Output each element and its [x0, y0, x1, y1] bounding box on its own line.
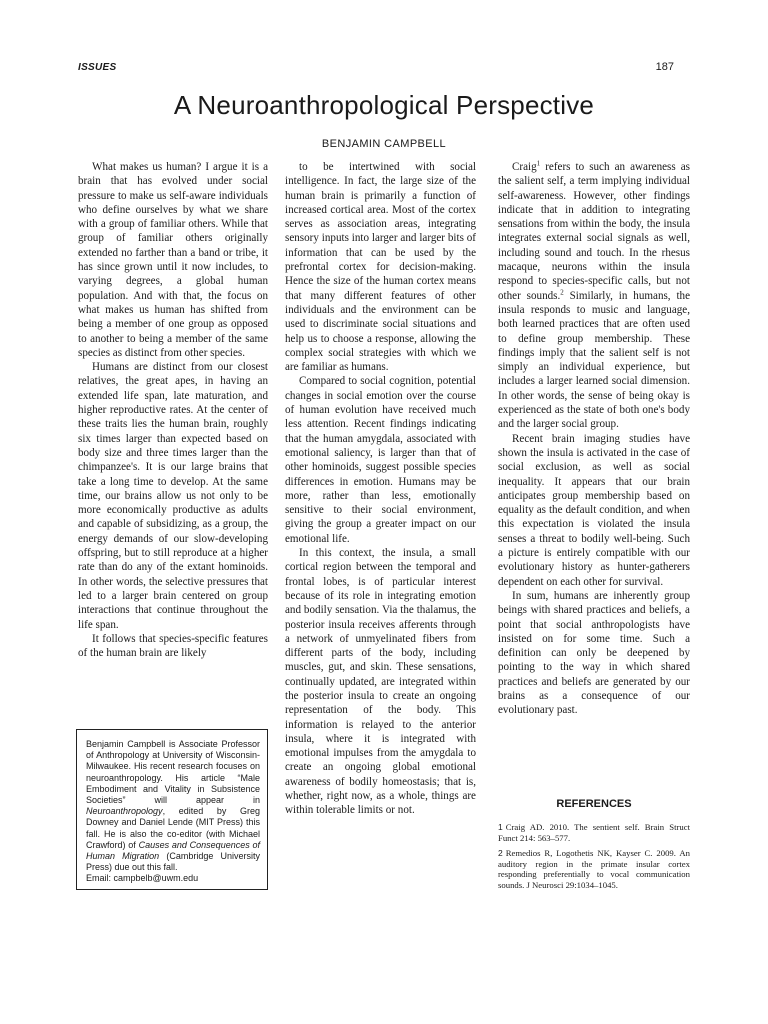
bio-text: (Cambridge University Press) due out this fall. — [86, 851, 261, 873]
bio-text: Benjamin Campbell is Associate Professor of Anthropology at University of Wisconsin-Milwaukee. His recent research focuses on neuroanthropology. His article “Male Embodiment and Vitality in Subsistence Societies” will appear in — [86, 739, 260, 806]
reference-item — [498, 848, 690, 890]
text-column-2 — [285, 160, 476, 818]
references-list — [498, 822, 690, 896]
paragraph: In this context, the insula, a small cortical region between the temporal and frontal lobes, is of particular interest because of its role in integrating emotion and bodily sensation. Via the thalamus, the posterior insula receives afferents through a network of unmyelinated fibers from different parts of the body, including muscles, gut, and skin. These sensations, continually updated, are integrated within the posterior insula to create an ongoing representation of the body. This information is relayed to the anterior insula, where it is integrated with emotional impulses from the amygdala to create an ongoing global emotional awareness of bodily homeostasis; that is, whether, right now, as a whole, things are within tolerable limits or not. — [285, 547, 476, 817]
reference-item — [498, 822, 690, 843]
references-heading: REFERENCES — [556, 798, 632, 810]
author-bio-box — [76, 729, 268, 890]
bio-text: , edited by Greg Downey and Daniel Lende (MIT Press) this fall. He is also the co-editor (with Michael Crawford) of — [86, 806, 260, 850]
paragraph: Humans are distinct from our closest relatives, the great apes, in having an extended life span, late maturation, and higher reproductive rates. At the center of these traits lies the human brain, roughly six times larger than expected based on body size and three times larger than the chimpanzee's. It is our large brains that take a long time to develop. At the same time, our brains allow us not only to be more economically productive as adults and capable of subsidizing, as a group, the energy demands of our slow-developing offspring, but to still reproduce at a higher rate than do any of the extant hominoids. In other words, the selective pressures that led to a larger brain centered on group interactions that continue throughout the life span. — [78, 361, 268, 631]
author-email: Email: campbelb@uwm.edu — [86, 873, 199, 884]
text-column-3 — [498, 160, 690, 718]
paragraph: to be intertwined with social intelligence. In fact, the large size of the human brain is primarily a function of increased cortical area. Most of the cortex serves as association areas, integrating sensory inputs into larger and larger bits of information that can be used by the prefrontal cortex for decision-making. Hence the size of the human cortex means that many different features of other individuals and the environment can be used to discriminate social situations and help us to choose a response, allowing the complex social strategies with which we are familiar as humans. — [285, 161, 476, 374]
text-run: Craig — [512, 161, 537, 173]
reference-text: Remedios R, Logothetis NK, Kayser C. 2009. An auditory region in the primate insular cortex responding preferentially to vocal communication sounds. J Neurosci 29:1034–1045. — [498, 848, 690, 890]
paragraph: What makes us human? I argue it is a brain that has evolved under social pressure to make us self-aware individuals who define ourselves by what we share with a group of familiar others. While that group of familiar others originally extended no farther than a band or tribe, it has since grown until it now includes, to varying degrees, a global human population. And with that, the focus on what makes us human has shifted from being a member of one group as opposed to another to being a member of the same species as distinct from other species. — [78, 161, 268, 359]
article-author: BENJAMIN CAMPBELL — [321, 138, 447, 150]
section-label: ISSUES — [78, 62, 117, 73]
reference-number: 2 — [498, 848, 503, 859]
text-run: refers to such an awareness as the salient self, a term implying individual self-awareness. However, other findings indicate that in addition to integrating sensations from within the body, the insula integrates external social signals as well, including sound and touch. In the rhesus macaque, neurons within the insula respond to species-specific calls, but not other sounds. — [498, 161, 690, 302]
text-run: Similarly, in humans, the insula responds to music and language, both learned practices that are often used to define group membership. These findings imply that the salient self is not simply an individual experience, but includes a larger learned social dimension. In other words, the sense of being okay is experienced as the state of both one's body and the larger social group. — [498, 289, 690, 431]
text-column-1 — [78, 160, 268, 660]
book-title: Causes and Consequences of Human Migration — [86, 839, 260, 862]
paragraph: In sum, humans are inherently group beings with shared practices and beliefs, a point that social anthropologists have insisted on for some time. Such a definition can only be deepened by pointing to the way in which shared practices and beliefs are generated by our brains as a consequence of our evolutionary past. — [498, 589, 690, 717]
citation-marker: 1 — [536, 159, 541, 168]
page-number: 187 — [655, 61, 674, 73]
paragraph: Compared to social cognition, potential changes in social emotion over the course of human evolution have received much less attention. Recent findings indicating that the human amygdala, associated with emotional saliency, is larger than that of other hominoids, suggest possible species differences in emotion. Humans may be more, rather than less, emotionally sensitive to their social environment, giving the group a greater impact on our emotional life. — [285, 375, 476, 545]
reference-text: Craig AD. 2010. The sentient self. Brain Struct Funct 214: 563–577. — [498, 822, 690, 843]
paragraph — [498, 160, 690, 432]
paragraph: It follows that species-specific features of the human brain are likely — [78, 632, 268, 660]
citation-marker: 2 — [560, 287, 564, 296]
book-title: Neuroanthropology — [86, 806, 163, 817]
reference-number: 1 — [498, 822, 503, 832]
paragraph: Recent brain imaging studies have shown the insula is activated in the case of social exclusion, as well as social inequality. It appears that our brain anticipates group membership based on equality as the default condition, and when this expectation is violated the insula senses a threat to bodily well-being. Such a picture is entirely compatible with our evolutionary history as hunter-gatherers dependent on each other for survival. — [498, 432, 690, 588]
article-title: A Neuroanthropological Perspective — [173, 90, 595, 120]
